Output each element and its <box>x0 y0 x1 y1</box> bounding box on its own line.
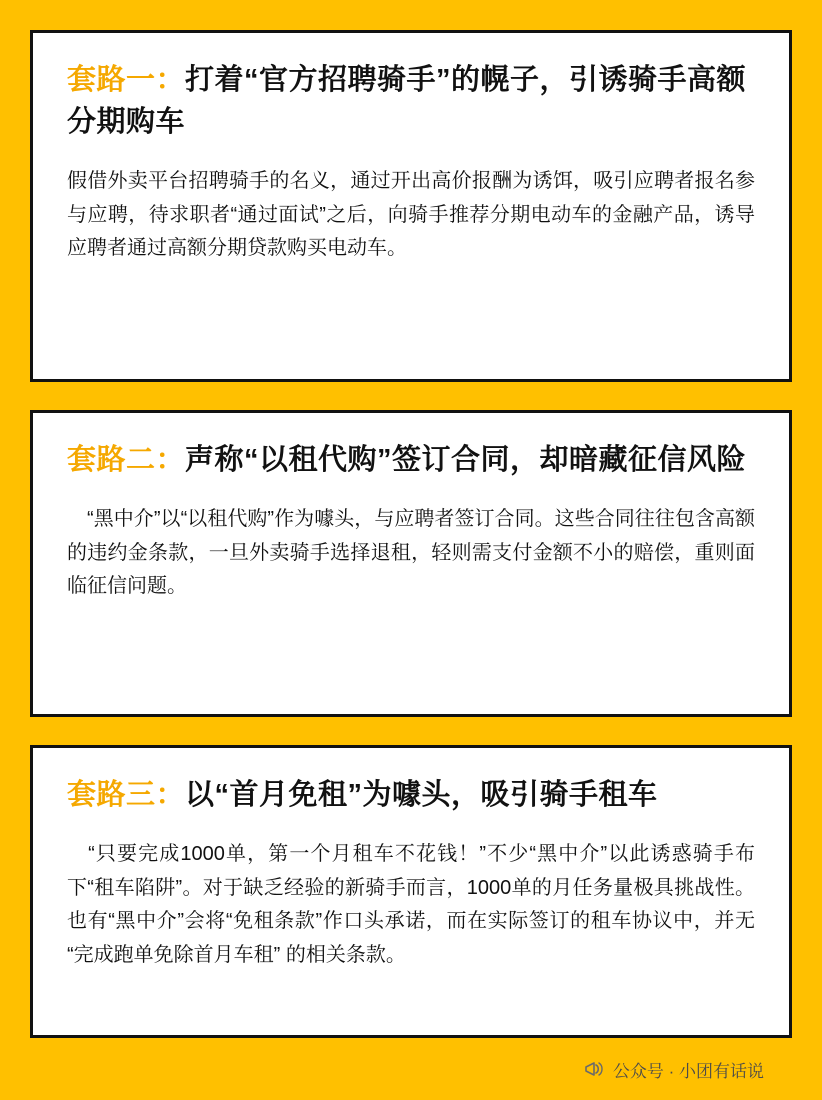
card-2-body: “黑中介”以“以租代购”作为噱头，与应聘者签订合同。这些合同往往包含高额的违约金条款，一旦外卖骑手选择退租，轻则需支付金额不小的赔偿，重则面临征信问题。 <box>67 508 755 598</box>
tactic-card-1 <box>30 30 792 382</box>
card-3-title <box>67 774 755 816</box>
card-1-body: 假借外卖平台招聘骑手的名义，通过开出高价报酬为诱饵，吸引应聘者报名参与应聘，待求职者“通过面试”之后，向骑手推荐分期电动车的金融产品，诱导应聘者通过高额分期贷款购买电动车。 <box>67 170 755 260</box>
card-1-label: 套路一： <box>67 64 186 96</box>
tactic-card-3 <box>30 745 792 1038</box>
card-3-label: 套路三： <box>67 779 186 811</box>
card-2-title <box>67 439 755 481</box>
card-3-heading: 以“首月免租”为噱头，吸引骑手租车 <box>185 779 658 811</box>
footer <box>30 1038 792 1100</box>
card-2-heading: 声称“以租代购”签订合同，却暗藏征信风险 <box>185 444 747 476</box>
footer-brand <box>583 1057 764 1082</box>
card-1-title <box>67 59 755 143</box>
megaphone-icon <box>583 1058 605 1080</box>
card-1-heading: 打着“官方招聘骑手”的幌子，引诱骑手高额分期购车 <box>67 64 747 139</box>
footer-brand-text: 公众号 · 小团有话说 <box>612 1061 764 1081</box>
card-2-label: 套路二： <box>67 444 186 476</box>
card-3-body: “只要完成1000单，第一个月租车不花钱！”不少“黑中介”以此诱惑骑手布下“租车陷阱”。对于缺乏经验的新骑手而言，1000单的月任务量极具挑战性。也有“黑中介”会将“免租条款”作口头承诺，而在实际签订的租车协议中，并无 “完成跑单免除首月车租” 的相关条款。 <box>67 843 755 966</box>
tactic-card-2 <box>30 410 792 717</box>
